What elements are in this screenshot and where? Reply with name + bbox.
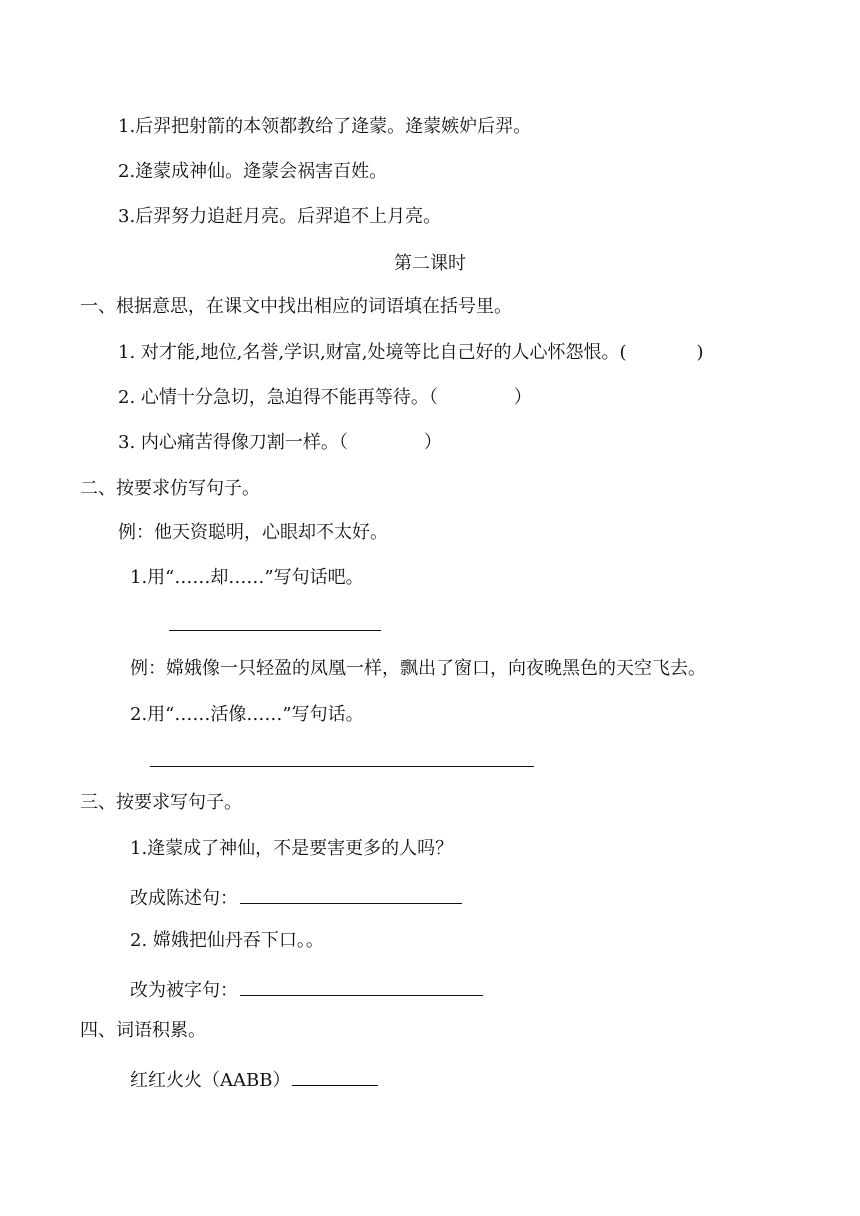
rewrite-prompt-2: [130, 977, 483, 1000]
answer-line-5[interactable]: [292, 1067, 378, 1086]
lesson-title: 第二课时: [394, 253, 466, 274]
answer-bracket-close: ）: [423, 432, 442, 453]
answer-bracket-open: （: [338, 432, 348, 453]
answer-line-2[interactable]: [150, 766, 534, 767]
answer-line-1[interactable]: [169, 630, 381, 631]
answer-bracket-open: (: [619, 342, 627, 363]
rewrite-question-2: 2. 嫦娥把仙丹吞下口。。: [130, 930, 324, 951]
question-text: 2. 心情十分急切，急迫得不能再等待。: [118, 387, 429, 408]
question-text: 3. 内心痛苦得像刀割一样。: [118, 432, 339, 453]
rewrite-question-1: 1.逄蒙成了神仙，不是要害更多的人吗？: [130, 838, 454, 859]
rewrite-task-2: 2.用“……活像……”写句话。: [130, 704, 364, 725]
answer-line-3[interactable]: [240, 885, 462, 904]
section-2-heading: 二、按要求仿写句子。: [80, 478, 260, 499]
section-4-heading: 四、词语积累。: [80, 1020, 206, 1041]
vocabulary-item: [130, 1067, 378, 1090]
question-1-3: [118, 434, 442, 452]
rewrite-task-1: 1.用“……却……”写句话吧。: [130, 567, 364, 588]
prompt-label: 改成陈述句：: [130, 888, 238, 909]
question-text: 1. 对才能,地位,名誉,学识,财富,处境等比自己好的人心怀怨恨。: [118, 342, 620, 363]
rewrite-prompt-1: [130, 885, 462, 908]
prompt-label: 改为被字句：: [130, 980, 238, 1001]
section-1-heading: 一、根据意思，在课文中找出相应的词语填在括号里。: [80, 296, 512, 317]
sentence-item-2: 2.逄蒙成神仙。逄蒙会祸害百姓。: [118, 161, 388, 182]
section-3-heading: 三、按要求写句子。: [80, 792, 242, 813]
question-1-2: [118, 389, 532, 407]
question-1-1: [118, 344, 704, 362]
answer-bracket-open: （: [428, 387, 438, 408]
sentence-item-3: 3.后羿努力追赶月亮。后羿追不上月亮。: [118, 206, 442, 227]
vocabulary-label: 红红火火（AABB）: [130, 1070, 291, 1091]
answer-bracket-close: ): [696, 342, 704, 363]
example-sentence-1: 例：他天资聪明，心眼却不太好。: [118, 522, 388, 543]
sentence-item-1: 1.后羿把射箭的本领都教给了逄蒙。逄蒙嫉妒后羿。: [118, 116, 532, 137]
example-sentence-2: 例：嫦娥像一只轻盈的凤凰一样，飘出了窗口，向夜晚黑色的天空飞去。: [130, 658, 706, 679]
answer-line-4[interactable]: [240, 977, 483, 996]
answer-bracket-close: ）: [513, 387, 532, 408]
